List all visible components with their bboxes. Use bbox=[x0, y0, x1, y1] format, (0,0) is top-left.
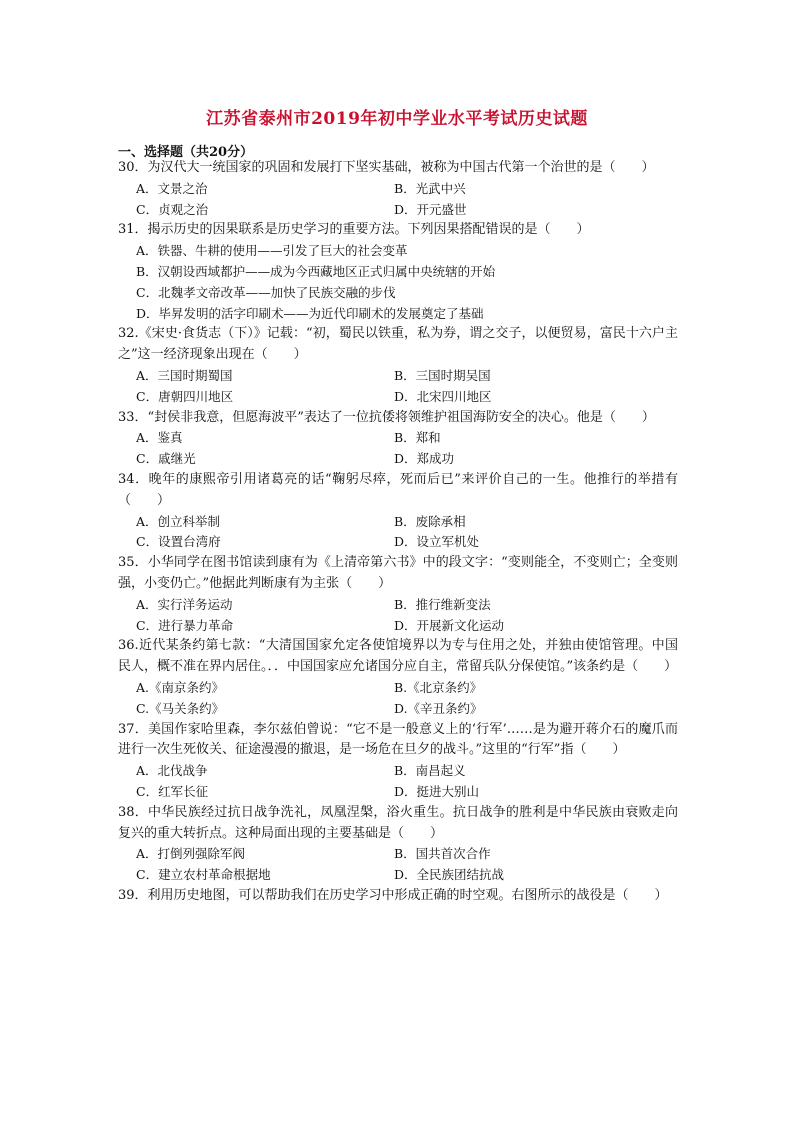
option-c: C．红军长征 bbox=[136, 783, 209, 799]
question-stem: 34．晚年的康熙帝引用诸葛亮的话“鞠躬尽瘁，死而后已”来评价自己的一生。他推行的举措有（ ） bbox=[118, 471, 678, 508]
option-grid bbox=[118, 179, 678, 221]
question-30 bbox=[118, 158, 678, 220]
option-a: A.《南京条约》 bbox=[136, 679, 225, 695]
option-b: B．汉朝设西域都护——成为今西藏地区正式归属中央统辖的开始 bbox=[136, 263, 496, 279]
option-b: B．废除承相 bbox=[394, 513, 466, 529]
option-b: B．三国时期吴国 bbox=[394, 367, 491, 383]
option-c: C．唐朝四川地区 bbox=[136, 388, 234, 404]
option-a: A．三国时期蜀国 bbox=[136, 367, 233, 383]
question-stem: 39．利用历史地图，可以帮助我们在历史学习中形成正确的时空观。右图所示的战役是（ ） bbox=[118, 887, 668, 903]
question-36 bbox=[118, 636, 678, 719]
question-33 bbox=[118, 408, 678, 470]
question-31 bbox=[118, 220, 678, 324]
option-b: B．国共首次合作 bbox=[394, 846, 491, 862]
question-list bbox=[118, 158, 678, 907]
option-a: A．实行洋务运动 bbox=[136, 596, 233, 612]
option-d: D.《辛丑条约》 bbox=[394, 700, 483, 716]
question-stem: 35．小华同学在图书馆读到康有为《上清帝第六书》中的段文字：“变则能全，不变则亡；全变则强，小变仍亡。”他据此判断康有为主张（ ） bbox=[118, 555, 678, 591]
option-b: B．南昌起义 bbox=[394, 763, 466, 779]
option-c: C．进行暴力革命 bbox=[136, 617, 234, 633]
question-stem: 37．美国作家哈里森，李尔兹伯曾说：“它不是一般意义上的‘行军’……是为避开蒋介石的魔爪而进行一次生死攸关、征途漫漫的撤退，是一场危在旦夕的战斗。”这里的“行军”指（ ） bbox=[118, 721, 678, 758]
option-grid bbox=[118, 678, 678, 720]
question-stem: 31．揭示历史的因果联系是历史学习的重要方法。下列因果搭配错误的是（ ） bbox=[118, 222, 590, 238]
option-grid bbox=[118, 844, 678, 886]
option-b: B．光武中兴 bbox=[394, 180, 466, 196]
option-c: C．贞观之治 bbox=[136, 201, 209, 217]
option-a: A．文景之治 bbox=[136, 180, 208, 196]
option-b: B．推行维新变法 bbox=[394, 596, 491, 612]
option-d: D．开元盛世 bbox=[394, 201, 467, 217]
page-title: 江苏省泰州市2019年初中学业水平考试历史试题 bbox=[206, 109, 588, 129]
option-d: D．挺进大别山 bbox=[394, 783, 480, 799]
question-32 bbox=[118, 324, 678, 407]
option-c: C．北魏孝文帝改革——加快了民族交融的步伐 bbox=[136, 284, 396, 300]
question-stem: 33．“封侯非我意，但愿海波平”表达了一位抗倭将领维护祖国海防安全的决心。他是（ ） bbox=[118, 409, 655, 425]
section-heading: 一、选择题（共20分） bbox=[118, 145, 254, 160]
question-34 bbox=[118, 470, 678, 553]
option-grid bbox=[118, 512, 678, 554]
question-37 bbox=[118, 720, 678, 803]
option-list bbox=[118, 241, 678, 324]
option-grid bbox=[118, 428, 678, 470]
question-38 bbox=[118, 803, 678, 886]
option-d: D．全民族团结抗战 bbox=[394, 867, 505, 883]
question-39 bbox=[118, 886, 678, 907]
option-d: D．毕昇发明的活字印刷术——为近代印刷术的发展奠定了基础 bbox=[136, 305, 484, 321]
option-a: A．北伐战争 bbox=[136, 763, 208, 779]
option-grid bbox=[118, 366, 678, 408]
question-stem: 36.近代某条约第七款：“大清国国家允定各使馆境界以为专与住用之处，并独由使馆管理。中国民人，概不准在界内居住。．．中国国家应允诸国分应自主，常留兵队分保使馆。”该条约是（ ） bbox=[118, 638, 678, 675]
option-b: B．郑和 bbox=[394, 430, 441, 446]
option-d: D．开展新文化运动 bbox=[394, 617, 505, 633]
option-a: A．创立科举制 bbox=[136, 513, 221, 529]
option-a: A．鉴真 bbox=[136, 430, 183, 446]
question-stem: 30．为汉代大一统国家的巩固和发展打下坚实基础，被称为中国古代第一个治世的是（ ） bbox=[118, 160, 655, 175]
question-35 bbox=[118, 553, 678, 636]
option-c: C．戚继光 bbox=[136, 451, 196, 467]
option-d: D．设立军机处 bbox=[394, 534, 480, 550]
question-stem: 32.《宋史·食货志（下）》记载：“初，蜀民以铁重，私为券，谓之交子，以便贸易，富民十六户主之”这一经济现象出现在（ ） bbox=[118, 326, 678, 363]
option-b: B.《北京条约》 bbox=[394, 679, 483, 695]
option-d: D．北宋四川地区 bbox=[394, 388, 492, 404]
option-c: C．建立农村革命根据地 bbox=[136, 867, 271, 883]
option-d: D．郑成功 bbox=[394, 451, 455, 467]
option-c: C.《马关条约》 bbox=[136, 700, 225, 716]
option-a: A．铁器、牛耕的使用——引发了巨大的社会变革 bbox=[136, 243, 408, 259]
option-a: A．打倒列强除军阀 bbox=[136, 846, 246, 862]
option-grid bbox=[118, 761, 678, 803]
option-grid bbox=[118, 595, 678, 637]
question-stem: 38．中华民族经过抗日战争洗礼，凤凰涅槃，浴火重生。抗日战争的胜利是中华民族由衰败走向复兴的重大转折点。这种局面出现的主要基础是（ ） bbox=[118, 804, 678, 841]
option-c: C．设置台湾府 bbox=[136, 534, 221, 550]
